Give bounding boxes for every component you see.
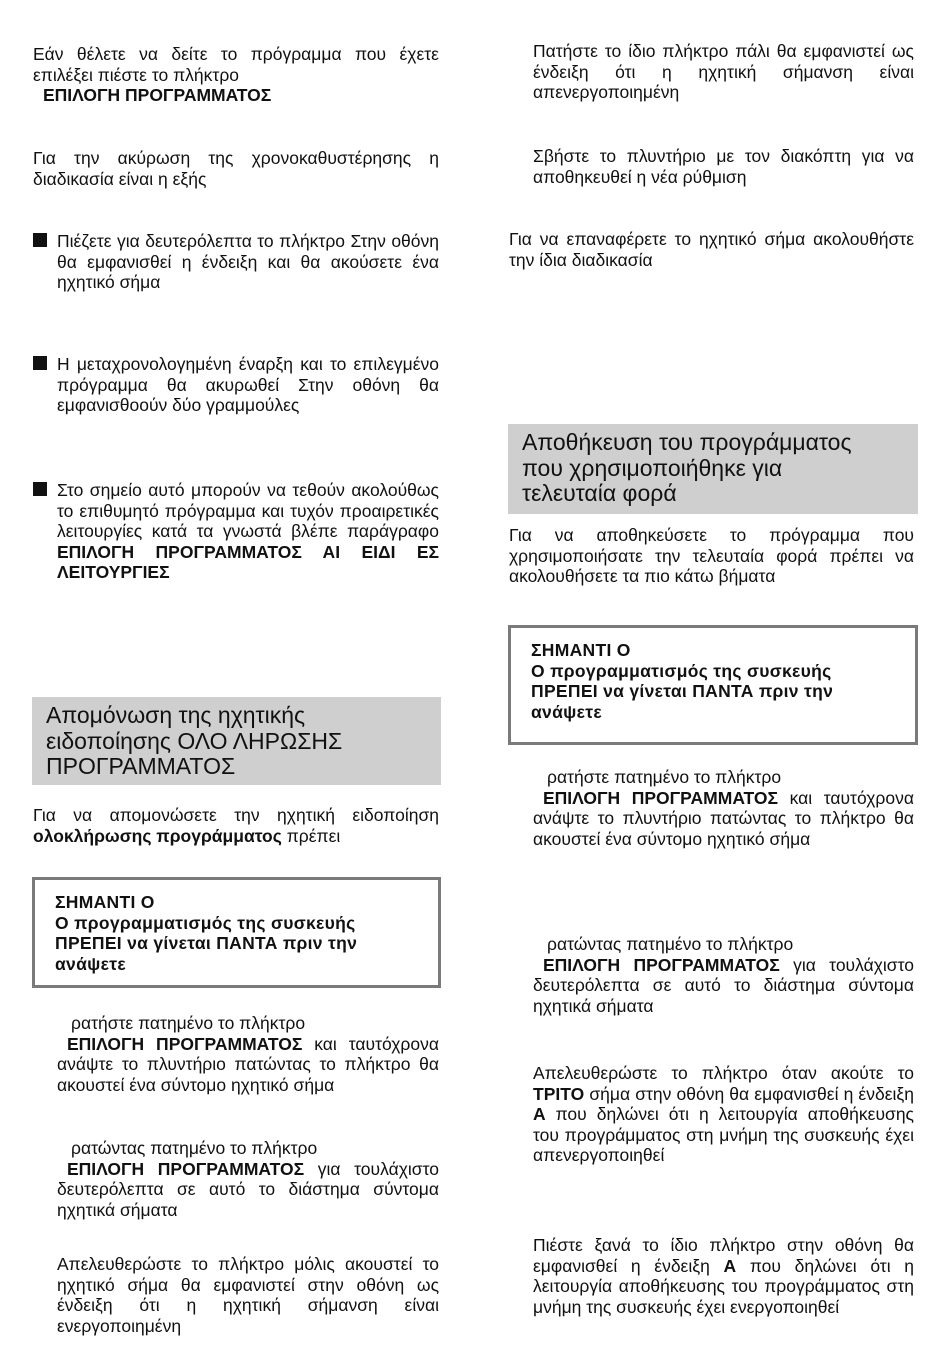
bullet-square-icon <box>33 356 47 370</box>
unmute-step-4: Πατήστε το ίδιο πλήκτρο πάλι θα εμφανιστεί ως ένδειξη ότι η ηχητική σήμανση είναι απενεργοποιημένη <box>533 41 914 102</box>
heading-line: που χρησιμοποιήθηκε για <box>522 454 783 481</box>
left-intro-paragraph <box>33 44 439 106</box>
mute-step-2 <box>57 1138 439 1220</box>
notice-title: ΣΗΜΑΝΤΙ Ο <box>55 892 155 912</box>
save-step-3-indicator: Α <box>533 1104 546 1124</box>
notice-title: ΣΗΜΑΝΤΙ Ο <box>531 640 631 660</box>
bullet-square-icon <box>33 233 47 247</box>
save-step-1-post: και ταυτόχρονα ανάψτε το πλυντήριο πατώντας το πλήκτρο θα ακουστεί ένα σύντομο ηχητικό σήμα <box>533 787 914 849</box>
important-notice-box <box>508 625 918 745</box>
bullet-square-icon <box>33 482 47 496</box>
save-step-2-post: για τουλάχιστο δευτερόλεπτα σε αυτό το διάστημα σύντομα ηχητικά σήματα <box>533 954 914 1016</box>
mute-step-3: Απελευθερώστε το πλήκτρο μόλις ακουστεί το ηχητικό σήμα θα εμφανιστεί στην οθόνη ως ένδειξη ότι η ηχητική σήμανση είναι ενεργοποιημένη <box>57 1254 439 1336</box>
save-step-4-indicator: Α <box>723 1255 737 1276</box>
heading-line: ΠΡΟΓΡΑΜΜΑΤΟΣ <box>46 753 236 779</box>
mute-step-2-post: για τουλάχιστο δευτερόλεπτα σε αυτό το διάστημα σύντομα ηχητικά σήματα <box>57 1158 439 1220</box>
save-step-4 <box>533 1235 914 1317</box>
sound-mute-intro <box>33 805 439 846</box>
heading-line: ειδοποίησης ΟΛΟ ΛΗΡΩΣΗΣ <box>46 727 343 754</box>
save-step-1-pre: ρατήστε πατημένο το πλήκτρο <box>547 767 782 787</box>
save-step-3-bold: ΤΡΙΤΟ <box>533 1083 585 1104</box>
save-step-2-pre: ρατώντας πατημένο το πλήκτρο <box>547 934 794 954</box>
cancel-step-1: Πιέζετε για δευτερόλεπτα το πλήκτρο Στην οθόνη θα εμφανισθεί η ένδειξη και θα ακούσετε ένα ηχητικό σήμα <box>57 231 439 292</box>
save-step-3 <box>533 1063 914 1166</box>
mute-step-1-post: και ταυτόχρονα ανάψτε το πλυντήριο πατώντας το πλήκτρο θα ακουστεί ένα σύντομο ηχητικό σήμα <box>57 1033 439 1095</box>
save-step-2-key: ΕΠΙΛΟΓΗ ΠΡΟΓΡΑΜΜΑΤΟΣ <box>543 954 780 975</box>
notice-body: Ο προγραμματισμός της συσκευής ΠΡΕΠΕΙ να γίνεται ΠΑΝΤΑ πριν την ανάψετε <box>55 912 358 974</box>
cancel-step-3-bold: ΕΠΙΛΟΓΗ ΠΡΟΓΡΑΜΜΑΤΟΣ ΑΙ ΕΙΔΙ ΕΣ ΛΕΙΤΟΥΡΓΙΕΣ <box>57 541 439 582</box>
save-program-intro: Για να αποθηκεύσετε το πρόγραμμα που χρησιμοποιήσατε την τελευταία φορά πρέπει να ακολουθήσετε τα πιο κάτω βήματα <box>509 525 914 586</box>
heading-line: Απομόνωση της ηχητικής <box>46 702 306 728</box>
save-step-1 <box>533 767 914 849</box>
restore-sound-paragraph: Για να επαναφέρετε το ηχητικό σήμα ακολουθήστε την ίδια διαδικασία <box>509 229 914 270</box>
cancel-step-3 <box>57 480 439 583</box>
cancel-step-2: Η μεταχρονολογημένη έναρξη και το επιλεγμένο πρόγραμμα θα ακυρωθεί Στην οθόνη θα εμφανισθοούν δύο γραμμούλες <box>57 354 439 415</box>
heading-line: τελευταία φορά <box>522 480 677 506</box>
sound-mute-intro-text: Για να απομονώσετε την ηχητική ειδοποίηση <box>33 805 439 825</box>
save-step-1-key: ΕΠΙΛΟΓΗ ΠΡΟΓΡΑΜΜΑΤΟΣ <box>543 787 778 808</box>
mute-step-2-key: ΕΠΙΛΟΓΗ ΠΡΟΓΡΑΜΜΑΤΟΣ <box>67 1158 305 1179</box>
sound-mute-intro-tail: πρέπει <box>286 825 341 846</box>
mute-step-1-pre: ρατήστε πατημένο το πλήκτρο <box>71 1013 306 1033</box>
important-notice-box <box>32 877 441 988</box>
save-step-3-mid: σήμα στην οθόνη θα εμφανισθεί η ένδειξη <box>589 1083 914 1104</box>
mute-step-1-key: ΕΠΙΛΟΓΗ ΠΡΟΓΡΑΜΜΑΤΟΣ <box>67 1033 303 1054</box>
cancel-delay-paragraph: Για την ακύρωση της χρονοκαθυστέρησης η διαδικασία είναι η εξής <box>33 148 439 189</box>
save-step-3-post: που δηλώνει ότι η λειτουργία αποθήκευσης του προγράμματος στη μνήμη της συσκευής έχει απενεργοποιηθεί <box>533 1104 914 1165</box>
mute-step-2-pre: ρατώντας πατημένο το πλήκτρο <box>71 1138 318 1158</box>
unmute-step-5: Σβήστε το πλυντήριο με τον διακόπτη για να αποθηκευθεί η νέα ρύθμιση <box>533 146 914 187</box>
left-intro-text: Εάν θέλετε να δείτε το πρόγραμμα που έχετε επιλέξει πιέστε το πλήκτρο <box>33 44 439 85</box>
program-select-key-label: ΕΠΙΛΟΓΗ ΠΡΟΓΡΑΜΜΑΤΟΣ <box>43 85 272 105</box>
heading-line: Αποθήκευση του προγράμματος <box>522 429 852 455</box>
section-heading-save-last-program <box>508 424 918 514</box>
sound-mute-intro-bold: ολοκλήρωσης προγράμματος <box>33 825 282 846</box>
save-step-4-pre: Πιέστε ξανά το ίδιο πλήκτρο στην οθόνη θα εμφανισθεί η ένδειξη <box>533 1235 914 1276</box>
save-step-3-pre: Απελευθερώστε το πλήκτρο όταν ακούτε το <box>533 1063 914 1083</box>
section-heading-sound-mute <box>32 697 441 785</box>
save-step-4-post: που δηλώνει ότι η λειτουργία αποθήκευσης του προγράμματος στη μνήμη της συσκευής έχει ενεργοποιηθεί <box>533 1255 915 1317</box>
mute-step-1 <box>57 1013 439 1095</box>
notice-body: Ο προγραμματισμός της συσκευής ΠΡΕΠΕΙ να γίνεται ΠΑΝΤΑ πριν την ανάψετε <box>531 660 834 722</box>
save-step-2 <box>533 934 914 1016</box>
cancel-step-3-text: Στο σημείο αυτό μπορούν να τεθούν ακολούθως το επιθυμητό πρόγραμμα και τυχόν προαιρετικές λειτουργίες κατά τα γνωστά βλέπε παράγραφο <box>57 480 439 541</box>
